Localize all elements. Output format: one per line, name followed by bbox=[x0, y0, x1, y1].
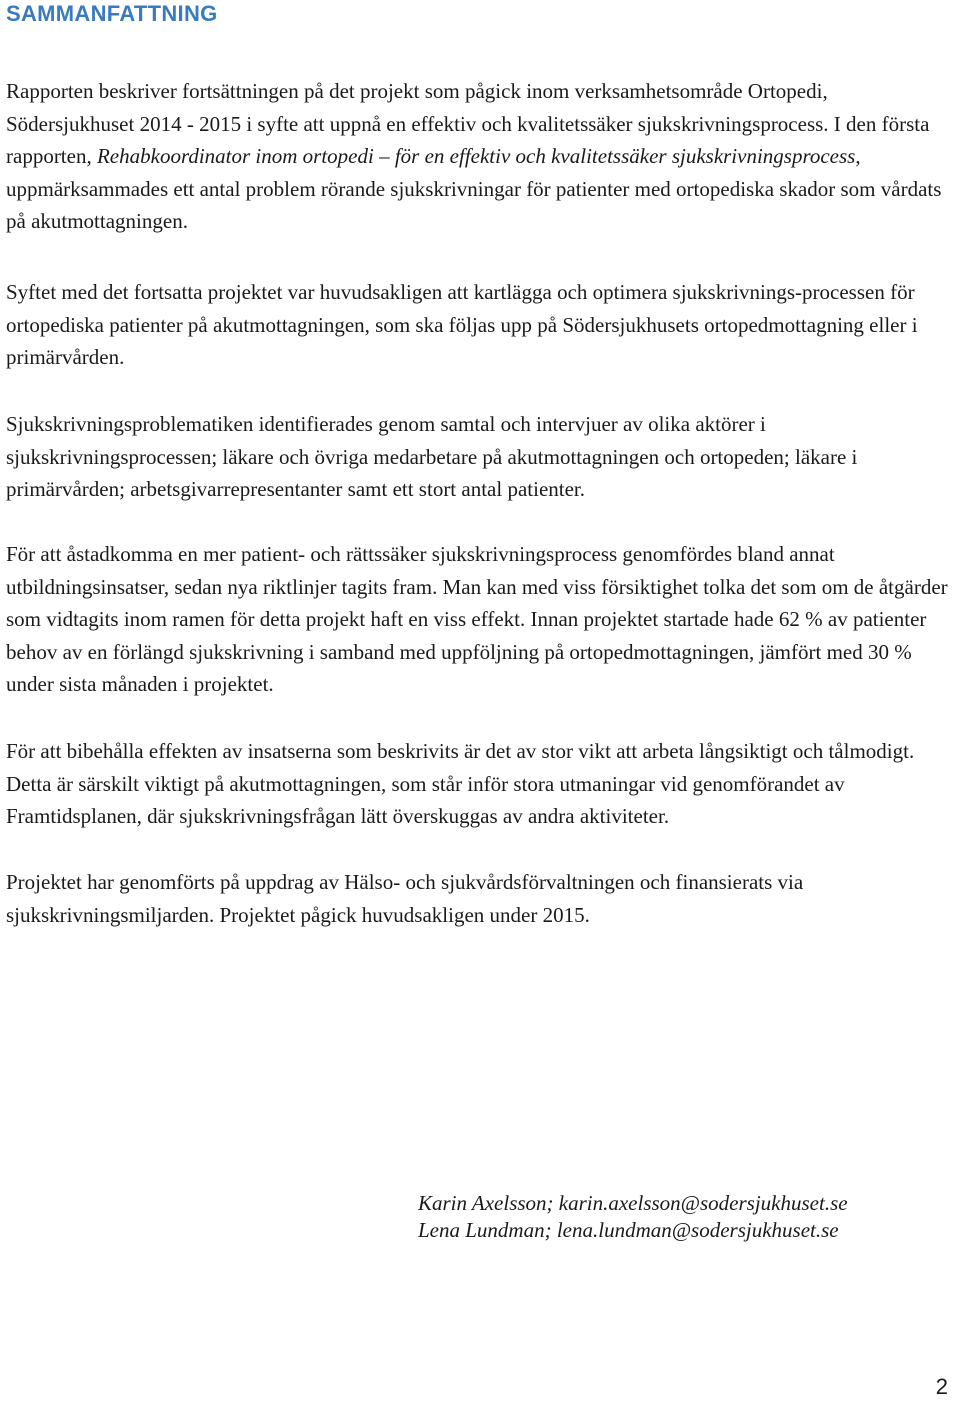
summary-paragraph-1 bbox=[6, 75, 956, 238]
summary-paragraph-4: För att åstadkomma en mer patient- och rättssäker sjukskrivningsprocess genomfördes bland annat utbildningsinsatser, sedan nya riktlinjer tagits fram. Man kan med viss försiktighet tolka det som om de åtgärder som vidtagits inom ramen för detta projekt haft en viss effekt. Innan projektet startade hade 62 % av patienter behov av en förlängd sjukskrivning i samband med uppföljning på ortopedmottagningen, jämfört med 30 % under sista månaden i projektet. bbox=[6, 542, 948, 696]
report-title-italic: Rehabkoordinator inom ortopedi – för en effektiv och kvalitetssäker sjukskrivningsprocess bbox=[96, 144, 856, 168]
paragraph-text: Rapporten beskriver fortsättningen på det projekt som pågick inom verksamhetsområde Ortopedi, Södersjukhuset 2014 - 2015 i syfte att uppnå en effektiv och kvalitetssäker sjukskrivningsprocess. I den första rapporten, bbox=[6, 79, 930, 168]
summary-paragraph-6: Projektet har genomförts på uppdrag av Hälso- och sjukvårdsförvaltningen och finansierats via sjukskrivningsmiljarden. Projektet pågick huvudsakligen under 2015. bbox=[6, 870, 804, 927]
summary-paragraph-2: Syftet med det fortsatta projektet var huvudsakligen att kartlägga och optimera sjukskrivnings-processen för ortopediska patienter på akutmottagningen, som ska följas upp på Södersjukhusets ortopedmottagning eller i primärvården. bbox=[6, 280, 918, 369]
author-signatures bbox=[418, 1190, 848, 1244]
paragraph-text: , uppmärksammades ett antal problem rörande sjukskrivningar för patienter med ortopediska skador som vårdats på akutmottagningen. bbox=[6, 144, 942, 233]
author-line-karin: Karin Axelsson; karin.axelsson@sodersjukhuset.se bbox=[418, 1191, 848, 1215]
section-heading: SAMMANFATTNING bbox=[6, 1, 218, 26]
page-number: 2 bbox=[935, 1374, 948, 1399]
summary-paragraph-5: För att bibehålla effekten av insatserna som beskrivits är det av stor vikt att arbeta långsiktigt och tålmodigt. Detta är särskilt viktigt på akutmottagningen, som står inför stora utmaningar vid genomförandet av Framtidsplanen, där sjukskrivningsfrågan lätt överskuggas av andra aktiviteter. bbox=[6, 739, 915, 828]
author-line-lena: Lena Lundman; lena.lundman@sodersjukhuset.se bbox=[418, 1218, 839, 1242]
summary-paragraph-3: Sjukskrivningsproblematiken identifierades genom samtal och intervjuer av olika aktörer i sjukskrivningsprocessen; läkare och övriga medarbetare på akutmottagningen och ortopeden; läkare i primärvården; arbetsgivarrepresentanter samt ett stort antal patienter. bbox=[6, 412, 858, 501]
